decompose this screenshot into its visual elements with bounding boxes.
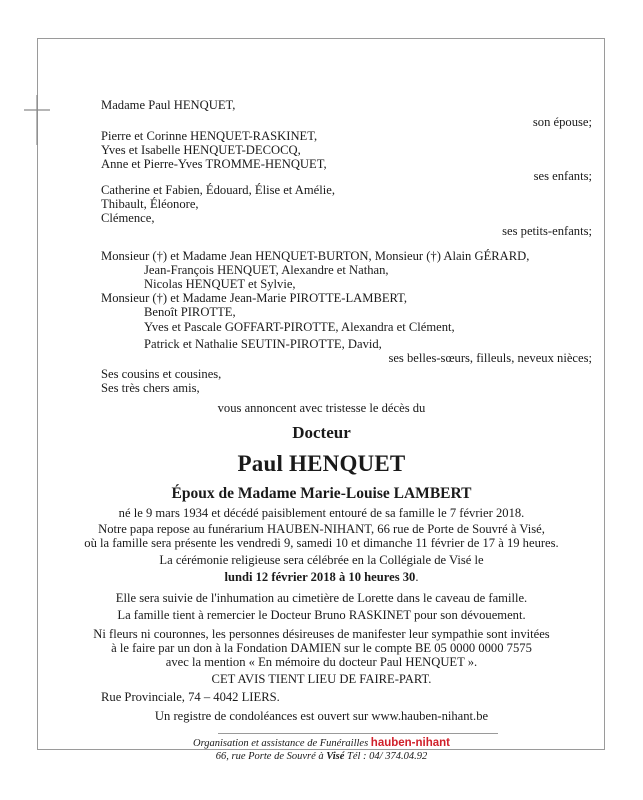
grandchildren-role: ses petits-enfants; <box>502 224 592 238</box>
grandchild-line: Clémence, <box>101 211 155 225</box>
footer-divider <box>218 733 498 734</box>
footer-organisation-text: Organisation et assistance de Funérailles <box>192 738 369 749</box>
burial-line: Elle sera suivie de l'inhumation au cimetière de Lorette dans le caveau de famille. <box>115 591 528 605</box>
relative-line: Jean-François HENQUET, Alexandre et Nathan, <box>144 263 389 277</box>
condolences-line: Un registre de condoléances est ouvert sur www.hauben-nihant.be <box>154 709 489 723</box>
ceremony-date-line <box>0 570 643 585</box>
flowers-line: avec la mention « En mémoire du docteur Paul HENQUET ». <box>165 655 478 669</box>
child-line: Pierre et Corinne HENQUET-RASKINET, <box>101 129 318 143</box>
brand-logo: hauben-nihant <box>370 737 451 749</box>
children-role: ses enfants; <box>533 169 592 183</box>
birth-death-line: né le 9 mars 1934 et décédé paisiblement entouré de sa famille le 7 février 2018. <box>118 506 525 520</box>
announcement-intro: vous annoncent avec tristesse le décès du <box>217 401 426 415</box>
cousins-line: Ses cousins et cousines, <box>101 367 222 381</box>
relative-line: Monsieur (†) et Madame Jean HENQUET-BURTON, Monsieur (†) Alain GÉRARD, <box>101 249 530 263</box>
footer-address <box>0 751 643 763</box>
notice-line: CET AVIS TIENT LIEU DE FAIRE-PART. <box>211 672 432 686</box>
footer-address-text: 66, rue Porte de Souvré à <box>215 751 327 762</box>
footer-phone: Tél : 04/ 374.04.92 <box>347 751 428 762</box>
relative-line: Benoît PIROTTE, <box>144 305 236 319</box>
footer-city: Visé <box>326 751 345 762</box>
deceased-name: Paul HENQUET <box>237 451 406 476</box>
child-line: Yves et Isabelle HENQUET-DECOCQ, <box>101 143 301 157</box>
deceased-title: Docteur <box>292 423 351 442</box>
relative-line: Patrick et Nathalie SEUTIN-PIROTTE, David, <box>144 337 382 351</box>
address-line: Rue Provinciale, 74 – 4042 LIERS. <box>101 690 280 704</box>
funeral-home-line: Notre papa repose au funérarium HAUBEN-NIHANT, 66 rue de Porte de Souvré à Visé, <box>98 522 545 536</box>
relative-line: Yves et Pascale GOFFART-PIROTTE, Alexandra et Clément, <box>144 320 455 334</box>
grandchild-line: Catherine et Fabien, Édouard, Élise et Amélie, <box>101 183 335 197</box>
friends-line: Ses très chers amis, <box>101 381 200 395</box>
relatives-role: ses belles-sœurs, filleuls, neveux nièces; <box>388 351 592 365</box>
ceremony-date: lundi 12 février 2018 à 10 heures 30 <box>224 570 416 584</box>
ceremony-line: La cérémonie religieuse sera célébrée en la Collégiale de Visé le <box>159 553 484 567</box>
relative-line: Nicolas HENQUET et Sylvie, <box>144 277 296 291</box>
spouse-role: son épouse; <box>532 115 592 129</box>
spouse-name: Madame Paul HENQUET, <box>101 98 236 112</box>
funeral-home-line: où la famille sera présente les vendredi 9, samedi 10 et dimanche 11 février de 17 à 19 heures. <box>84 536 559 550</box>
grandchild-line: Thibault, Éléonore, <box>101 197 199 211</box>
ceremony-date-period: . <box>415 570 419 584</box>
cross-icon <box>22 95 52 145</box>
deceased-spouse: Époux de Madame Marie-Louise LAMBERT <box>171 485 472 502</box>
flowers-line: Ni fleurs ni couronnes, les personnes désireuses de manifester leur sympathie sont invitées <box>93 627 550 641</box>
footer-organisation <box>0 737 643 750</box>
child-line: Anne et Pierre-Yves TROMME-HENQUET, <box>101 157 327 171</box>
thanks-line: La famille tient à remercier le Docteur Bruno RASKINET pour son dévouement. <box>117 608 526 622</box>
flowers-line: à le faire par un don à la Fondation DAMIEN sur le compte BE 05 0000 0000 7575 <box>111 641 532 655</box>
relative-line: Monsieur (†) et Madame Jean-Marie PIROTTE-LAMBERT, <box>101 291 408 305</box>
